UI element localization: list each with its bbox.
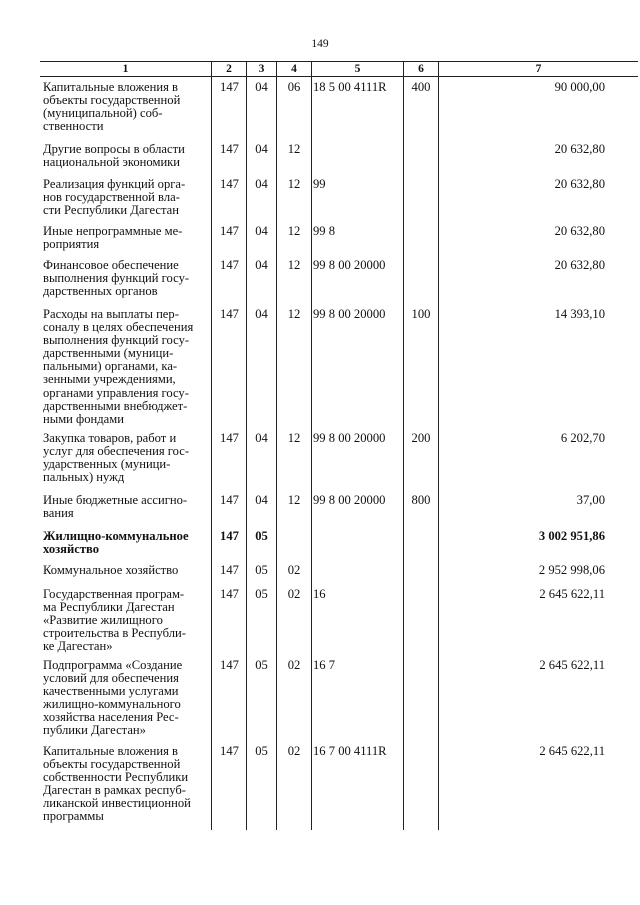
row-admin-code: 147	[220, 258, 239, 272]
row-name: Закупка товаров, работ и услуг для обеспечения гос- ударственных (муници- пальных) нужд	[43, 431, 190, 485]
row-subsection: 12	[287, 493, 301, 507]
column-divider	[403, 61, 404, 830]
row-amount: 20 632,80	[554, 224, 605, 238]
row-expense-type: 100	[411, 307, 431, 321]
row-admin-code: 147	[220, 431, 239, 445]
row-name: Финансовое обеспечение выполнения функций госу- дарственных органов	[43, 258, 190, 299]
row-admin-code: 147	[220, 658, 239, 672]
row-admin-code: 147	[220, 142, 239, 156]
row-amount: 6 202,70	[560, 431, 605, 445]
row-name: Капитальные вложения в объекты государственной собственности Республики Дагестан в рамках респуб- ликанской инвестиционной программы	[43, 744, 191, 824]
row-name: Иные бюджетные ассигно- вания	[43, 493, 188, 521]
row-name: Капитальные вложения в объекты государственной (муниципальной) соб- ственности	[43, 80, 181, 134]
row-admin-code: 147	[220, 529, 239, 543]
row-amount: 2 645 622,11	[539, 744, 605, 758]
row-admin-code: 147	[220, 307, 239, 321]
row-amount: 90 000,00	[554, 80, 605, 94]
row-subsection: 02	[287, 744, 301, 758]
row-section: 04	[255, 431, 268, 445]
row-amount: 20 632,80	[554, 177, 605, 191]
row-admin-code: 147	[220, 493, 239, 507]
row-target-article: 99 8	[313, 224, 336, 238]
row-subsection: 02	[287, 658, 301, 672]
header-col-6: 6	[418, 63, 424, 75]
row-target-article: 16 7	[313, 658, 336, 672]
header-col-1: 1	[122, 63, 129, 75]
row-amount: 37,00	[576, 493, 605, 507]
row-name: Расходы на выплаты пер- соналу в целях обеспечения выполнения функций госу- дарственными (муници- пальными) органами, ка- зенными учреждениями, органами управления госу- дарственными внебюджет- ными фондами	[43, 307, 194, 426]
row-admin-code: 147	[220, 587, 239, 601]
row-expense-type: 400	[411, 80, 431, 94]
row-target-article: 18 5 00 4111R	[313, 80, 387, 94]
row-section: 05	[255, 563, 268, 577]
row-amount: 14 393,10	[554, 307, 605, 321]
row-subsection: 12	[287, 431, 301, 445]
row-name: Жилищно-коммунальное хозяйство	[43, 529, 189, 557]
header-col-3: 3	[258, 63, 265, 75]
row-section: 05	[255, 587, 268, 601]
row-name: Реализация функций орга- нов государственной вла- сти Республики Дагестан	[43, 177, 186, 218]
row-expense-type: 200	[411, 431, 431, 445]
column-divider	[276, 61, 277, 830]
row-target-article: 99 8 00 20000	[313, 493, 386, 507]
row-amount: 20 632,80	[554, 142, 605, 156]
row-section: 04	[255, 258, 268, 272]
row-section: 04	[255, 224, 268, 238]
row-subsection: 12	[287, 142, 301, 156]
row-name: Иные непрограммные ме- роприятия	[43, 224, 183, 252]
header-col-2: 2	[226, 63, 232, 75]
row-target-article: 99 8 00 20000	[313, 431, 386, 445]
row-section: 05	[255, 744, 268, 758]
row-target-article: 16	[313, 587, 326, 601]
row-amount: 2 952 998,06	[538, 563, 605, 577]
row-subsection: 06	[287, 80, 301, 94]
row-section: 05	[255, 658, 268, 672]
row-subsection: 12	[287, 307, 301, 321]
row-amount: 20 632,80	[554, 258, 605, 272]
row-section: 04	[255, 80, 268, 94]
row-amount: 2 645 622,11	[539, 658, 605, 672]
row-expense-type: 800	[411, 493, 431, 507]
column-divider	[246, 61, 247, 830]
row-section: 04	[255, 177, 268, 191]
header-col-4: 4	[291, 63, 297, 75]
column-divider	[311, 61, 312, 830]
row-name: Подпрограмма «Создание условий для обеспечения качественными услугами жилищно-коммунального хозяйства населения Рес- публики Дагестан»	[43, 658, 183, 738]
row-section: 04	[255, 142, 268, 156]
header-col-7: 7	[535, 63, 542, 75]
row-target-article: 99 8 00 20000	[313, 258, 386, 272]
row-name: Государственная програм- ма Республики Дагестан «Развитие жилищного строительства в Республи- ке Дагестан»	[43, 587, 186, 654]
row-section: 04	[255, 493, 268, 507]
row-subsection: 12	[287, 177, 301, 191]
row-section: 05	[255, 529, 268, 543]
row-admin-code: 147	[220, 80, 239, 94]
row-subsection: 02	[287, 587, 301, 601]
page-number: 149	[311, 38, 329, 50]
column-divider	[438, 61, 439, 830]
row-admin-code: 147	[220, 224, 239, 238]
header-bottom-border	[40, 76, 638, 77]
row-amount: 2 645 622,11	[539, 587, 605, 601]
row-amount: 3 002 951,86	[538, 529, 605, 543]
row-subsection: 02	[287, 563, 301, 577]
row-subsection: 12	[287, 224, 301, 238]
row-target-article: 99	[313, 177, 326, 191]
row-admin-code: 147	[220, 563, 239, 577]
row-admin-code: 147	[220, 177, 239, 191]
column-divider	[211, 61, 212, 830]
header-col-5: 5	[354, 63, 361, 75]
row-name: Коммунальное хозяйство	[43, 563, 179, 577]
row-target-article: 16 7 00 4111R	[313, 744, 387, 758]
row-subsection: 12	[287, 258, 301, 272]
row-target-article: 99 8 00 20000	[313, 307, 386, 321]
row-admin-code: 147	[220, 744, 239, 758]
row-section: 04	[255, 307, 268, 321]
row-name: Другие вопросы в области национальной экономики	[43, 142, 185, 170]
